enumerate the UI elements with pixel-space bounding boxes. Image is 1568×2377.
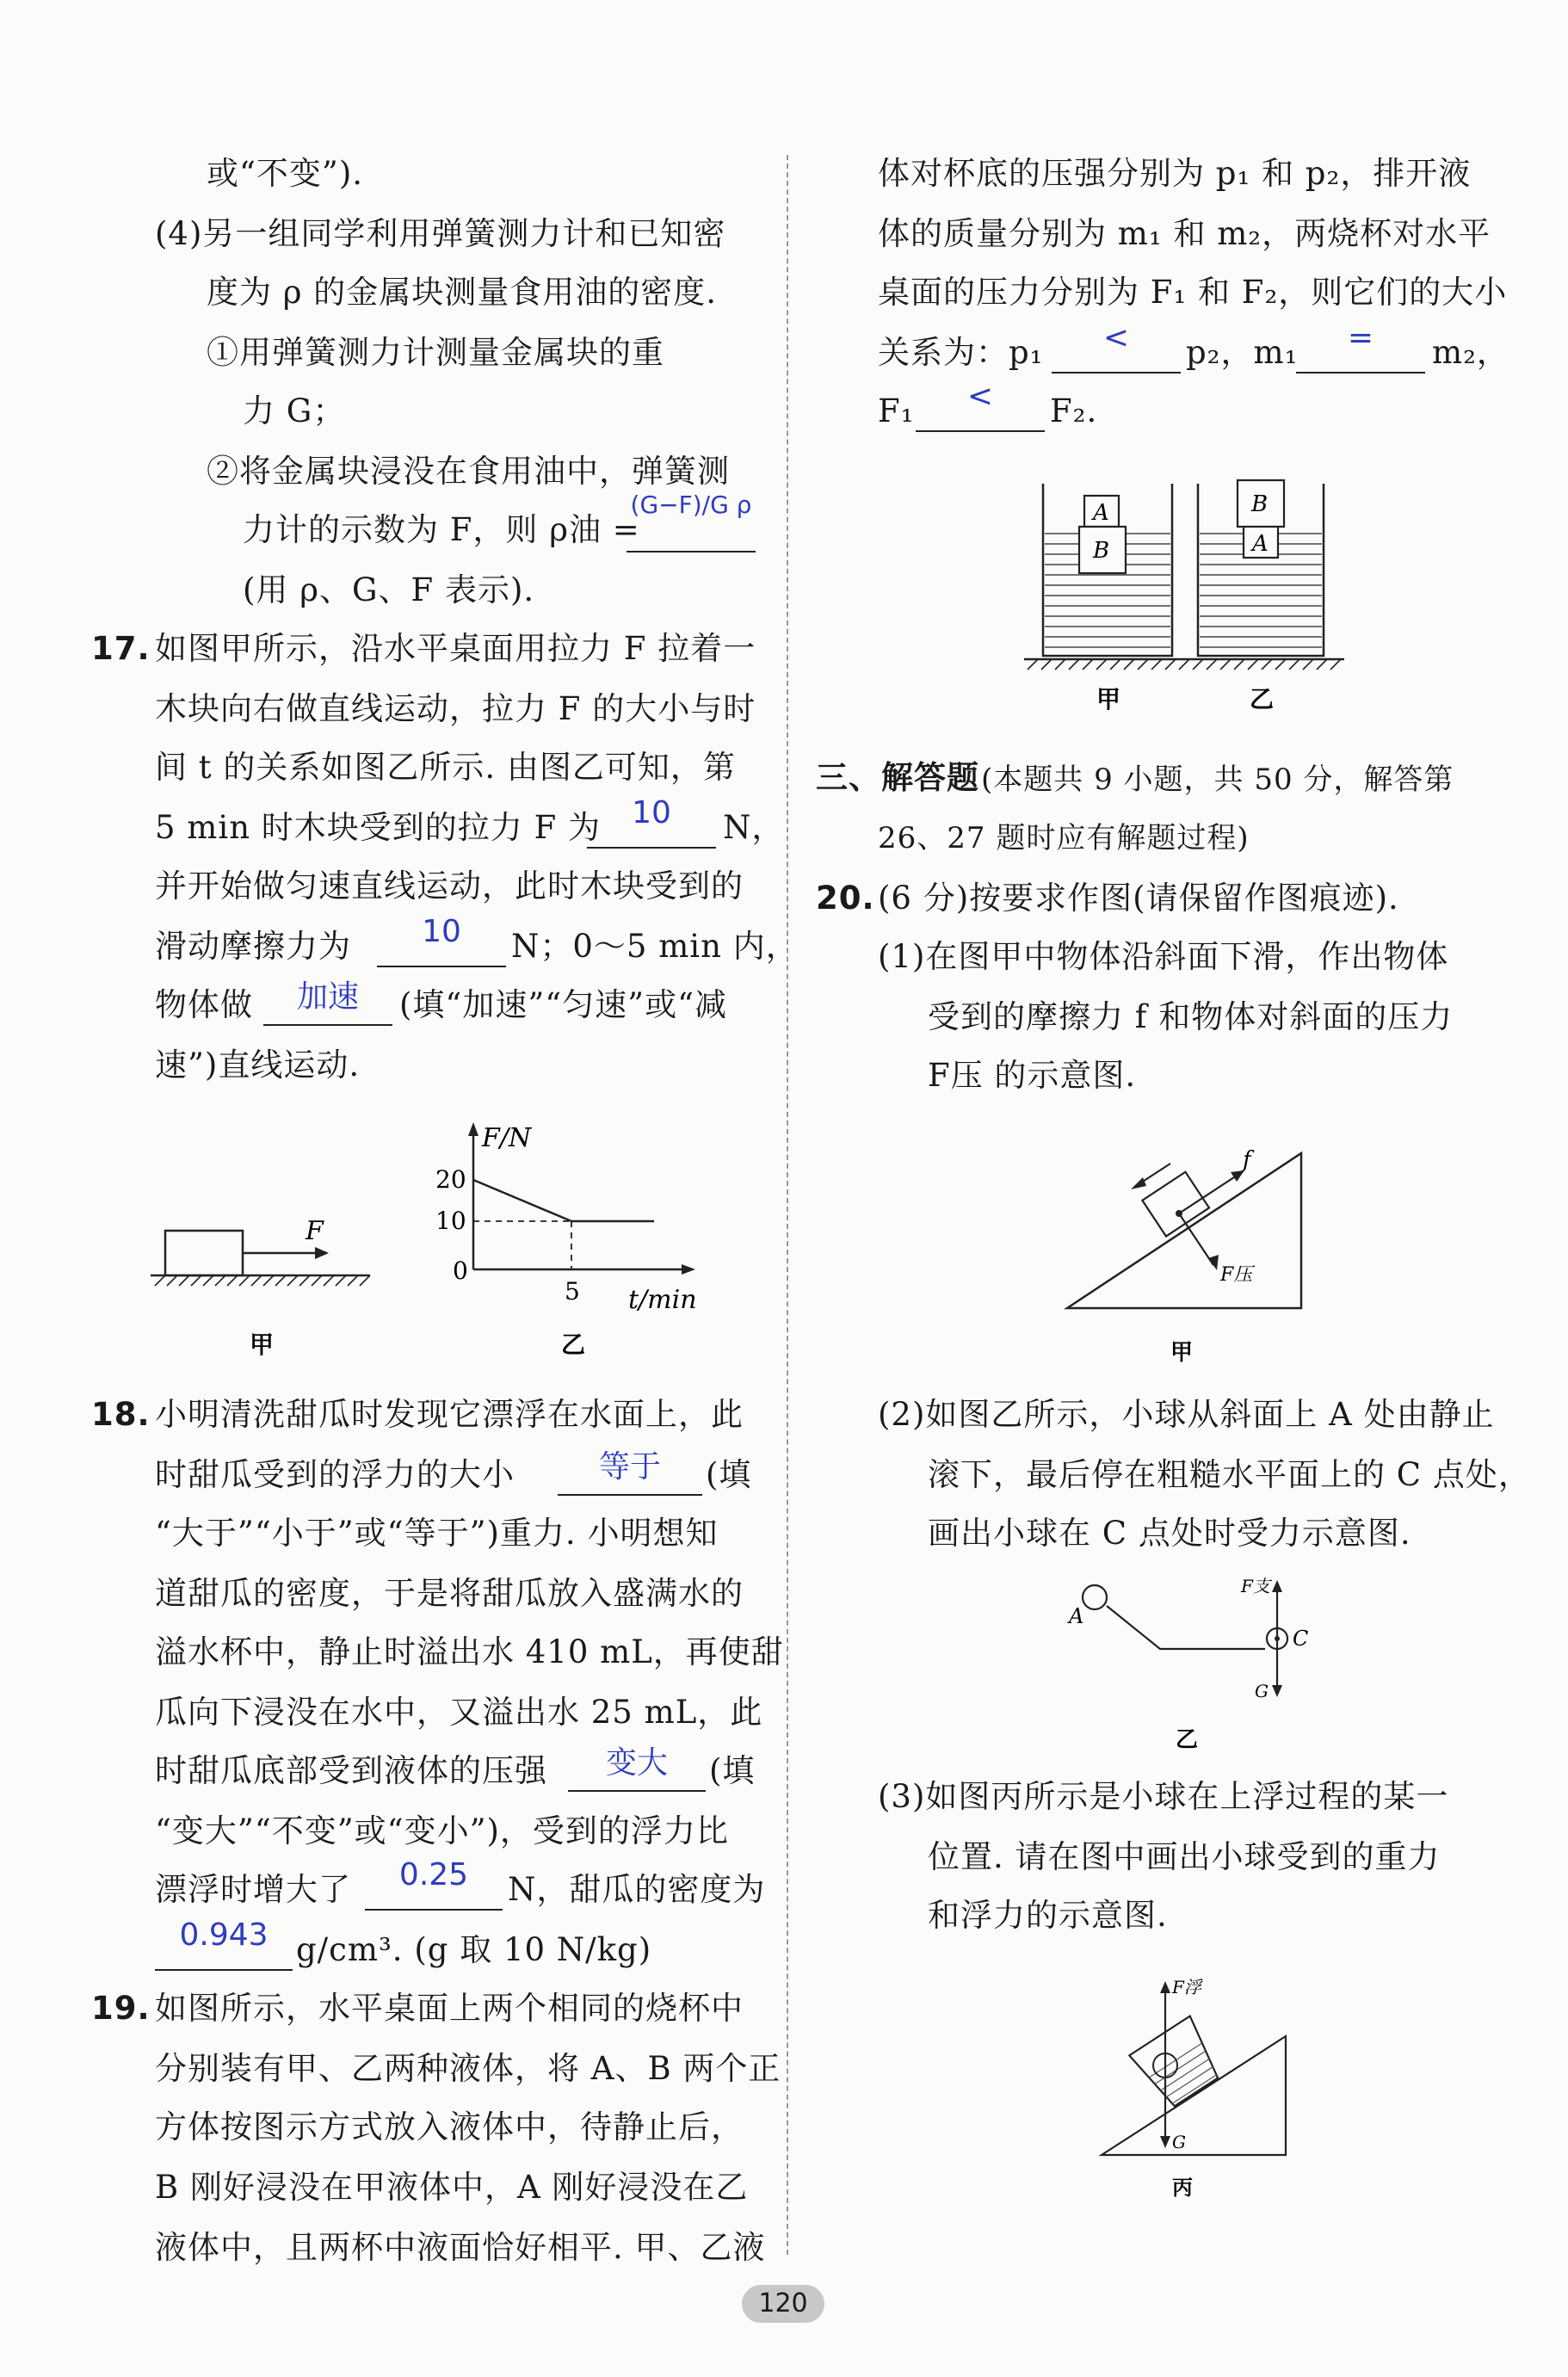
- section3-note: (本题共 9 小题，共 50 分，解答第: [981, 762, 1454, 797]
- beaker-jia: [1043, 484, 1172, 713]
- section3-note2: 26、27 题时应有解题过程): [878, 821, 1250, 855]
- q20-line1: (6 分)按要求作图(请保留作图痕迹).: [878, 880, 1399, 917]
- wood-block: [165, 1231, 243, 1275]
- x-axis-label: t/min: [628, 1285, 697, 1315]
- q19-line7: 体的质量分别为 m₁ 和 m₂，两烧杯对水平: [878, 215, 1491, 252]
- section3-title: 三、解答题: [816, 759, 979, 796]
- q20-fig2-ball-track: [1059, 1566, 1334, 1764]
- q18-line9b: N，甜瓜的密度为: [508, 1871, 766, 1908]
- q19-line8: 桌面的压力分别为 F₁ 和 F₂，则它们的大小: [878, 274, 1508, 311]
- pressure-arrow: [1179, 1213, 1213, 1265]
- q17-answer3: 加速: [296, 979, 359, 1015]
- fig1-caption: 甲: [1170, 1340, 1194, 1366]
- q16-4-step2a: ②将金属块浸没在食用油中，弹簧测: [207, 453, 730, 490]
- q18-line7a: 时甜瓜底部受到液体的压强: [155, 1752, 547, 1789]
- support-force-label: F支: [1241, 1576, 1270, 1596]
- q18-answer3: 0.25: [398, 1857, 469, 1892]
- ground-hatch: [155, 1275, 370, 1286]
- q19-answer1: <: [1102, 320, 1130, 355]
- q18-blank3: [365, 1909, 503, 1911]
- fig3-gravity-arrowhead-icon: [1160, 2136, 1170, 2148]
- q18-answer4: 0.943: [179, 1917, 269, 1953]
- q19-line4: B 刚好浸没在甲液体中，A 刚好浸没在乙: [155, 2169, 749, 2206]
- ball-at-A: [1083, 1585, 1107, 1609]
- q20-fig1-incline: [1059, 1136, 1334, 1368]
- x-axis-arrow-icon: [682, 1264, 695, 1275]
- q17-line1: 如图甲所示，沿水平桌面用拉力 F 拉着一: [155, 630, 756, 667]
- page-number: 120: [742, 2285, 824, 2323]
- q19-blank2: [1296, 372, 1425, 374]
- q16-4-step1b: 力 G；: [243, 392, 346, 429]
- q20-3-line-c: 和浮力的示意图.: [928, 1897, 1168, 1934]
- cube-B-yi-label: B: [1251, 491, 1269, 517]
- friction-label: f: [1243, 1147, 1251, 1173]
- buoyancy-label: F浮: [1172, 1977, 1201, 1997]
- gravity-arrowhead-icon: [1272, 1685, 1282, 1697]
- q17-figures: [138, 1110, 740, 1368]
- pressure-arrowhead-icon: [1208, 1255, 1219, 1270]
- cube-A-jia-label: A: [1093, 500, 1109, 526]
- fig2-caption: 乙: [1176, 1727, 1199, 1753]
- gravity-label: G: [1255, 1681, 1269, 1701]
- tick-0: 0: [453, 1256, 468, 1285]
- q19-line3: 方体按图示方式放入液体中，待静止后，: [155, 2108, 744, 2145]
- cube-B-jia-label: B: [1093, 538, 1110, 564]
- q18-blank2: [568, 1790, 706, 1792]
- q18-line5: 溢水杯中，静止时溢出水 410 mL，再使甜: [155, 1633, 784, 1670]
- q18-blank1: [558, 1494, 702, 1496]
- beaker-caption-jia: 甲: [1096, 685, 1121, 713]
- sliding-block: [1142, 1172, 1209, 1237]
- arrowhead-icon: [315, 1247, 329, 1259]
- q17-blank3: [263, 1024, 392, 1026]
- q19-line1: 如图所示，水平桌面上两个相同的烧杯中: [155, 1990, 744, 2027]
- q17-fig-yi-graph: [435, 1122, 697, 1359]
- force-decreasing-segment: [473, 1180, 571, 1221]
- q17-line2: 木块向右做直线运动，拉力 F 的大小与时: [155, 690, 756, 727]
- q17-blank1: [587, 847, 716, 849]
- q16-4-blank: [627, 551, 756, 553]
- q20-1-line-a: (1)在图甲中物体沿斜面下滑，作出物体: [878, 938, 1449, 975]
- beaker-yi: [1198, 480, 1324, 713]
- q17-fig-jia: [151, 1216, 370, 1359]
- q18-line1: 小明清洗甜瓜时发现它漂浮在水面上，此: [155, 1396, 744, 1433]
- buoyancy-arrowhead-icon: [1160, 1981, 1170, 1993]
- q19-line9a: 关系为：p₁: [878, 334, 1044, 371]
- q16-tail-line: 或“不变”).: [207, 155, 364, 192]
- q20-3-line-a: (3)如图丙所示是小球在上浮过程的某一: [878, 1778, 1449, 1815]
- q17-line6b: N；0～5 min 内，: [511, 928, 799, 965]
- q16-4-line1: (4)另一组同学利用弹簧测力计和已知密: [155, 215, 726, 252]
- q17-line8: 速”)直线运动.: [155, 1046, 361, 1084]
- q18-line2b: (填: [706, 1456, 752, 1493]
- q18-answer2: 变大: [605, 1745, 668, 1781]
- fig3-gravity-label: G: [1172, 2132, 1186, 2152]
- q16-4-step1a: ①用弹簧测力计测量金属块的重: [207, 334, 664, 371]
- fig-caption-jia: 甲: [250, 1331, 275, 1359]
- point-A-label: A: [1069, 1604, 1084, 1628]
- table-hatch: [1028, 659, 1341, 670]
- q17-answer1: 10: [632, 795, 671, 830]
- column-divider: [787, 155, 788, 2255]
- q18-blank4: [155, 1969, 293, 1971]
- q18-line9a: 漂浮时增大了: [155, 1871, 351, 1908]
- q19-beakers-figure: [1015, 465, 1360, 723]
- q19-line5: 液体中，且两杯中液面恰好相平. 甲、乙液: [155, 2229, 766, 2266]
- q18-line8: “变大”“不变”或“变小”)，受到的浮力比: [155, 1812, 729, 1849]
- q20-fig3-float: [1093, 1971, 1317, 2212]
- q17-line3: 间 t 的关系如图乙所示. 由图乙可知，第: [155, 749, 736, 786]
- q19-line2: 分别装有甲、乙两种液体，将 A、B 两个正: [155, 2050, 781, 2087]
- q18-line6: 瓜向下浸没在水中，又溢出水 25 mL，此: [155, 1694, 763, 1731]
- support-arrowhead-icon: [1272, 1580, 1282, 1592]
- q18-line4: 道甜瓜的密度，于是将甜瓜放入盛满水的: [155, 1575, 744, 1612]
- q17-line6a: 滑动摩擦力为: [155, 928, 351, 965]
- q18-number: 18.: [91, 1396, 151, 1433]
- q17-number: 17.: [91, 630, 151, 667]
- q19-line6: 体对杯底的压强分别为 p₁ 和 p₂，排开液: [878, 155, 1472, 192]
- q19-blank3: [916, 430, 1045, 432]
- q17-line5: 并开始做匀速直线运动，此时木块受到的: [155, 867, 744, 904]
- motion-arrowhead-icon: [1131, 1177, 1146, 1189]
- q16-4-answer-text: (G−F)/G ρ: [630, 491, 752, 519]
- q17-answer2: 10: [422, 914, 461, 949]
- q16-4-step2c: (用 ρ、G、F 表示).: [243, 571, 535, 608]
- pressure-label: F压: [1220, 1264, 1253, 1286]
- tick-5: 5: [565, 1277, 580, 1306]
- q19-answer3: <: [966, 379, 994, 414]
- q19-line9b: p₂，m₁: [1186, 334, 1299, 371]
- q20-1-line-c: F压 的示意图.: [928, 1057, 1137, 1094]
- q17-line4b: N，: [723, 809, 785, 846]
- track-line: [1107, 1606, 1265, 1649]
- y-axis-label: F/N: [482, 1123, 532, 1153]
- q20-number: 20.: [816, 880, 875, 917]
- q17-line4a: 5 min 时木块受到的拉力 F 为: [155, 809, 602, 846]
- q20-1-line-b: 受到的摩擦力 f 和物体对斜面的压力: [928, 998, 1454, 1035]
- q18-line10: g/cm³. (g 取 10 N/kg): [296, 1931, 652, 1968]
- point-C-label: C: [1293, 1627, 1309, 1651]
- q19-blank1: [1052, 372, 1181, 374]
- q19-line9c: m₂，: [1432, 334, 1509, 371]
- force-label: F: [306, 1216, 324, 1246]
- q18-answer1: 等于: [598, 1449, 661, 1485]
- fig-caption-yi: 乙: [561, 1331, 586, 1359]
- q18-line7b: (填: [709, 1752, 756, 1789]
- q19-answer2: =: [1347, 320, 1374, 355]
- q20-2-line-b: 滚下，最后停在粗糙水平面上的 C 点处，: [928, 1456, 1531, 1493]
- q19-number: 19.: [91, 1990, 151, 2027]
- cube-A-yi-label: A: [1252, 531, 1269, 557]
- q19-line10a: F₁: [878, 392, 915, 429]
- q20-2-line-a: (2)如图乙所示，小球从斜面上 A 处由静止: [878, 1396, 1495, 1433]
- q18-line2a: 时甜瓜受到的浮力的大小: [155, 1456, 515, 1493]
- q20-2-line-c: 画出小球在 C 点处时受力示意图.: [928, 1515, 1411, 1552]
- q16-4-line2: 度为 ρ 的金属块测量食用油的密度.: [207, 274, 718, 311]
- q17-blank2: [377, 966, 506, 967]
- q16-4-step2b: 力计的示数为 F，则 ρ油 =: [243, 511, 640, 548]
- y-axis-arrow-icon: [468, 1122, 478, 1136]
- q18-line3: “大于”“小于”或“等于”)重力. 小明想知: [155, 1515, 719, 1552]
- tick-20: 20: [435, 1165, 466, 1194]
- q17-line7b: (填“加速”“匀速”或“减: [399, 986, 728, 1023]
- q16-4-answer: [627, 492, 756, 518]
- beaker-caption-yi: 乙: [1250, 685, 1275, 713]
- q17-line7a: 物体做: [155, 986, 253, 1023]
- q20-3-line-b: 位置. 请在图中画出小球受到的重力: [928, 1838, 1441, 1875]
- tick-10: 10: [435, 1207, 466, 1235]
- q19-line10b: F₂.: [1050, 392, 1098, 429]
- fig3-caption: 丙: [1172, 2175, 1193, 2200]
